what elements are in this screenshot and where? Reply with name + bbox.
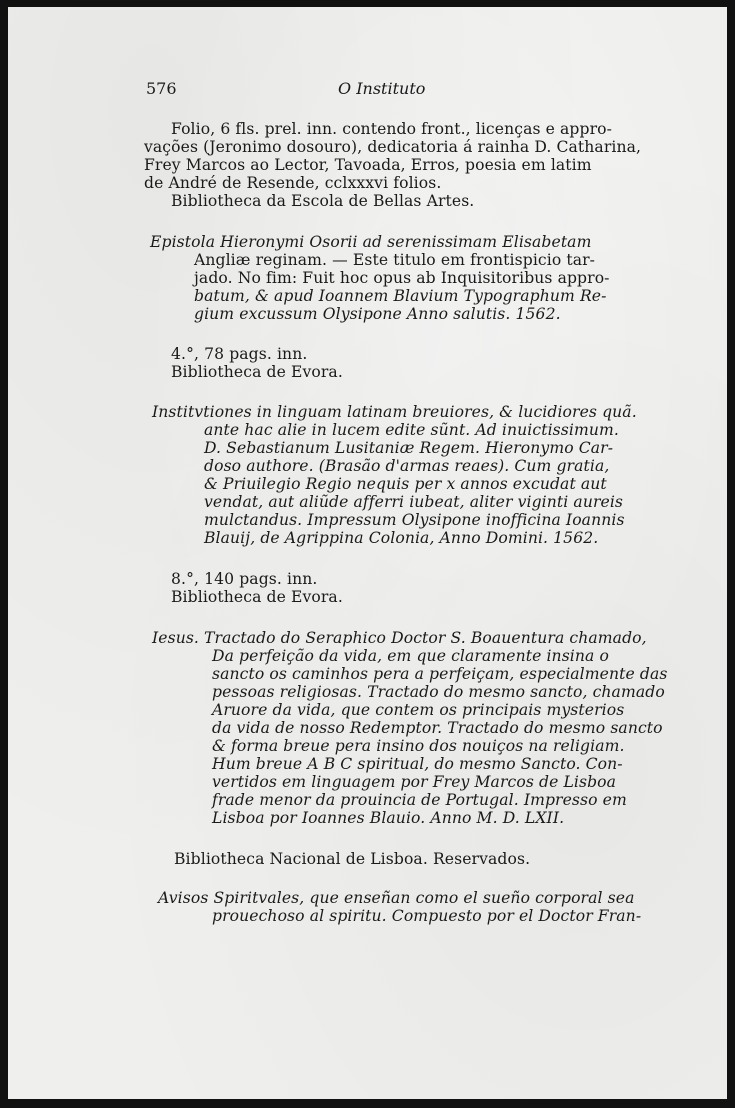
entry-line: Lisboa por Ioannes Blauio. Anno M. D. LXII.	[212, 809, 565, 827]
book-page	[8, 7, 727, 1099]
entry-line: & Priuilegio Regio nequis per x annos excudat aut	[204, 475, 607, 493]
entry-title-line: Institvtiones in linguam latinam breuiores, & lucidiores quã.	[152, 403, 637, 421]
entry-line: Frey Marcos ao Lector, Tavoada, Erros, poesia em latim	[144, 156, 592, 174]
entry-line: batum, & apud Ioannem Blavium Typographum Re-	[194, 287, 607, 305]
entry-line: D. Sebastianum Lusitaniæ Regem. Hieronymo Car-	[204, 439, 614, 457]
entry-line: vendat, aut aliũde afferri iubeat, aliter viginti aureis	[204, 493, 624, 511]
entry-title-line: Iesus. Tractado do Seraphico Doctor S. Boauentura chamado,	[152, 629, 647, 647]
entry-title-line: Avisos Spiritvales, que enseñan como el sueño corporal sea	[158, 889, 635, 907]
entry-line: frade menor da prouincia de Portugal. Impresso em	[212, 791, 627, 809]
entry-line: Da perfeição da vida, em que claramente insina o	[212, 647, 609, 665]
entry-line: ante hac alie in lucem edite sũnt. Ad inuictissimum.	[204, 421, 619, 439]
entry-line: Aruore da vida, que contem os principais mysterios	[212, 701, 625, 719]
entry-title-line: Epistola Hieronymi Osorii ad serenissimam Elisabetam	[150, 233, 592, 251]
page-number: 576	[146, 79, 177, 98]
entry-line: Bibliotheca da Escola de Bellas Artes.	[171, 192, 475, 210]
running-title: O Instituto	[338, 79, 426, 98]
entry-line: mulctandus. Impressum Olysipone inofficina Ioannis	[204, 511, 625, 529]
entry-line: & forma breue pera insino dos nouiços na religiam.	[212, 737, 625, 755]
entry-line: sancto os caminhos pera a perfeiçam, especialmente das	[212, 665, 668, 683]
entry-line: de André de Resende, cclxxxvi folios.	[144, 174, 442, 192]
entry-line: Hum breue A B C spiritual, do mesmo Sancto. Con-	[212, 755, 623, 773]
entry-line: gium excussum Olysipone Anno salutis. 1562.	[194, 305, 561, 323]
entry-line: prouechoso al spiritu. Compuesto por el Doctor Fran-	[212, 907, 642, 925]
entry-line: da vida de nosso Redemptor. Tractado do mesmo sancto	[212, 719, 663, 737]
entry-line: doso authore. (Brasão d'armas reaes). Cum gratia,	[204, 457, 610, 475]
entry-line: Folio, 6 fls. prel. inn. contendo front., licenças e appro-	[171, 120, 612, 138]
entry-line: vertidos em linguagem por Frey Marcos de Lisboa	[212, 773, 617, 791]
entry-format: 4.°, 78 pags. inn.	[171, 345, 308, 363]
entry-line: Angliæ reginam. — Este titulo em frontispicio tar-	[194, 251, 596, 269]
entry-line: pessoas religiosas. Tractado do mesmo sancto, chamado	[212, 683, 665, 701]
entry-line: vações (Jeronimo dosouro), dedicatoria á rainha D. Catharina,	[144, 138, 642, 156]
entry-library: Bibliotheca de Evora.	[171, 363, 343, 381]
entry-library: Bibliotheca Nacional de Lisboa. Reservados.	[174, 850, 531, 868]
entry-format: 8.°, 140 pags. inn.	[171, 570, 318, 588]
entry-line: jado. No fim: Fuit hoc opus ab Inquisitoribus appro-	[194, 269, 610, 287]
entry-library: Bibliotheca de Evora.	[171, 588, 343, 606]
entry-line: Blauij, de Agrippina Colonia, Anno Domini. 1562.	[204, 529, 599, 547]
